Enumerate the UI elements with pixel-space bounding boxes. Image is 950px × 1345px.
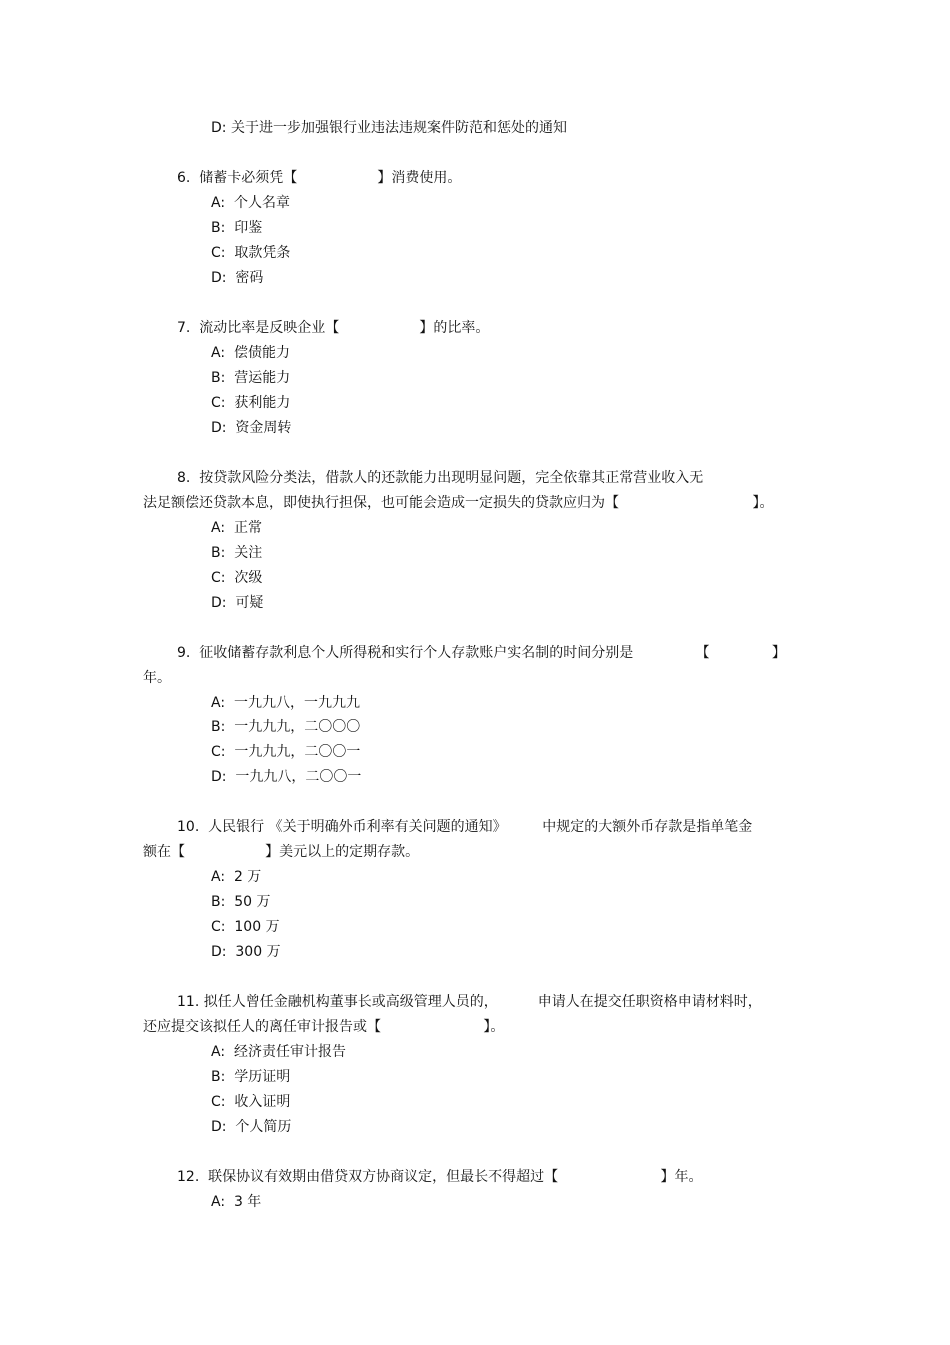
question-10-option-b: B: 50 万 <box>211 894 271 910</box>
question-12-option-a: A: 3 年 <box>211 1194 262 1210</box>
question-9-option-b: B: 一九九九，二〇〇〇 <box>211 719 361 735</box>
question-10-option-d: D: 300 万 <box>211 944 281 960</box>
question-11-stem-line1: 11. 拟任人曾任金融机构董事长或高级管理人员的， 申请人在提交任职资格申请材料时， <box>177 994 762 1010</box>
question-11-option-d: D: 个人简历 <box>211 1119 292 1135</box>
question-6-option-b: B: 印鉴 <box>211 220 263 236</box>
question-12-stem: 12. 联保协议有效期由借贷双方协商议定，但最长不得超过【 】年。 <box>177 1169 703 1185</box>
question-7-option-d: D: 资金周转 <box>211 420 292 436</box>
question-10-option-a: A: 2 万 <box>211 869 262 885</box>
question-10-option-c: C: 100 万 <box>211 919 280 935</box>
question-9-option-d: D: 一九九八，二〇〇一 <box>211 769 362 785</box>
question-7-option-a: A: 偿债能力 <box>211 345 290 361</box>
question-8-stem-line2: 法足额偿还贷款本息，即使执行担保，也可能会造成一定损失的贷款应归为【 】。 <box>143 495 774 511</box>
question-5-option-d: D: 关于进一步加强银行业违法违规案件防范和惩处的通知 <box>211 120 567 136</box>
question-8-stem-line1: 8. 按贷款风险分类法，借款人的还款能力出现明显问题，完全依靠其正常营业收入无 <box>177 470 704 486</box>
question-10-stem-line2: 额在【 】美元以上的定期存款。 <box>143 844 420 860</box>
question-11-stem-line2: 还应提交该拟任人的离任审计报告或【 】。 <box>143 1019 505 1035</box>
question-6-option-d: D: 密码 <box>211 270 264 286</box>
question-7-option-c: C: 获利能力 <box>211 395 291 411</box>
question-9-stem-line1: 9. 征收储蓄存款利息个人所得税和实行个人存款账户实名制的时间分别是 【 】 <box>177 645 786 661</box>
question-6-option-a: A: 个人名章 <box>211 195 290 211</box>
question-6-option-c: C: 取款凭条 <box>211 245 291 261</box>
question-8-option-b: B: 关注 <box>211 545 263 561</box>
question-9-option-c: C: 一九九九，二〇〇一 <box>211 744 361 760</box>
question-11-option-a: A: 经济责任审计报告 <box>211 1044 346 1060</box>
question-7-option-b: B: 营运能力 <box>211 370 291 386</box>
question-8-option-d: D: 可疑 <box>211 595 264 611</box>
question-8-option-a: A: 正常 <box>211 520 262 536</box>
question-9-option-a: A: 一九九八，一九九九 <box>211 695 360 711</box>
question-11-option-b: B: 学历证明 <box>211 1069 291 1085</box>
question-9-stem-line2: 年。 <box>143 670 171 686</box>
question-6-stem: 6. 储蓄卡必须凭【 】消费使用。 <box>177 170 462 186</box>
question-10-stem-line1: 10. 人民银行 《关于明确外币利率有关问题的通知》 中规定的大额外币存款是指单笔金 <box>177 819 753 835</box>
question-8-option-c: C: 次级 <box>211 570 263 586</box>
question-11-option-c: C: 收入证明 <box>211 1094 291 1110</box>
question-7-stem: 7. 流动比率是反映企业【 】的比率。 <box>177 320 490 336</box>
